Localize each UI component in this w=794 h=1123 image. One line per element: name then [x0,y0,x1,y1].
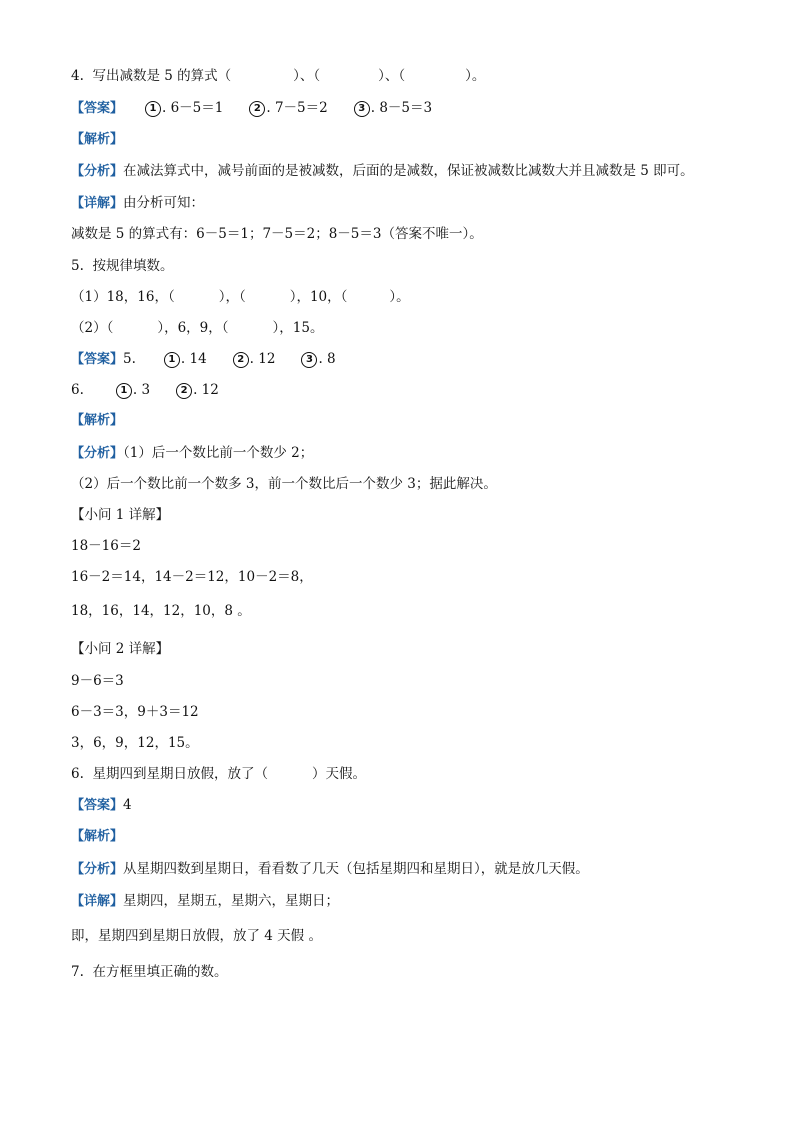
circled-number-icon: 3 [354,101,370,117]
analysis-tag: 【解析】 [71,413,124,428]
q5-sub1 [71,288,410,306]
q5-sub-part: ），10，（ [289,289,348,305]
circled-number-icon: 2 [233,352,249,368]
fenxi-tag: 【分析】 [71,446,124,461]
part2-tag: 【小问 2 详解】 [71,641,170,657]
q4-xiangjie [71,194,204,213]
q4-stem-part: ）、（ [378,68,406,84]
part2-line: 3，6，9，12，15。 [71,735,199,751]
q6-stem-part: ）天假。 [311,766,366,782]
xiangjie-tag: 【详解】 [71,894,124,909]
fenxi-text: （1）后一个数比前一个数少 2； [123,445,314,461]
q5-sub-part: ），6，9，（ [157,320,229,336]
q4-result: 减数是 5 的算式有：6－5＝1；7－5＝2；8－5＝3（答案不唯一）。 [71,226,483,242]
q5-sub2 [71,319,323,337]
circled-number-icon: 2 [249,101,265,117]
part2-line: 6－3＝3，9＋3＝12 [71,704,199,720]
q6-answer [71,796,132,815]
answer-prefix: 5. [123,351,136,367]
circled-number-icon: 2 [176,383,192,399]
q6-result: 即，星期四到星期日放假，放了 4 天假 。 [71,928,322,944]
answer-item: . 3 [132,382,151,398]
q4-fenxi [71,162,694,181]
q6-xiangjie [71,892,339,911]
answer-prefix: 6. [71,382,84,398]
answer-item: . 12 [249,351,276,367]
q7-stem: 7. 在方框里填正确的数。 [71,964,228,980]
part1-line: 16－2＝14，14－2＝12，10－2＝8， [71,569,313,585]
answer-item: . 12 [193,382,219,398]
q4-stem-part: 4. 写出减数是 5 的算式（ [71,68,232,84]
analysis-tag: 【解析】 [71,132,124,147]
answer-item: . 7－5＝2 [266,100,328,116]
part2-line: 9－6＝3 [71,673,124,689]
q4-answer [71,99,432,118]
q5-sub-part: ），15。 [272,320,324,336]
xiangjie-text: 星期四，星期五，星期六，星期日； [123,893,340,909]
answer-item: . 8 [318,351,336,367]
answer-item: . 8－5＝3 [370,100,433,116]
part1-line: 18－16＝2 [71,538,141,554]
q6-fenxi [71,860,589,879]
q5-sub-part: （2）（ [71,320,114,336]
fenxi-tag: 【分析】 [71,862,124,877]
answer-tag: 【答案】 [71,798,124,813]
q5-sub-part: （1）18，16，（ [71,289,175,305]
q5-answer [71,350,336,369]
q5-sub-part: ），（ [218,289,246,305]
circled-number-icon: 3 [301,352,317,368]
part1-line: 18，16，14，12，10，8 。 [71,603,251,619]
analysis-tag: 【解析】 [71,829,124,844]
xiangjie-text: 由分析可知： [123,195,205,211]
part1-tag: 【小问 1 详解】 [71,507,170,523]
fenxi-text: 从星期四数到星期日，看看数了几天（包括星期四和星期日），就是放几天假。 [123,861,589,877]
q6-stem-part: 6. 星期四到星期日放假，放了（ [71,766,268,782]
answer-item: . 14 [180,351,207,367]
fenxi-tag: 【分析】 [71,164,124,179]
q5-stem: 5. 按规律填数。 [71,258,174,274]
q5-answer-2 [71,381,219,399]
xiangjie-tag: 【详解】 [71,196,124,211]
q4-stem-part: ）。 [465,68,486,84]
answer-item: 4 [123,797,132,813]
circled-number-icon: 1 [116,383,132,399]
q4-stem-part: ）、（ [293,68,321,84]
answer-tag: 【答案】 [71,101,124,116]
answer-tag: 【答案】 [71,352,124,367]
q5-sub-part: ）。 [389,289,410,305]
circled-number-icon: 1 [145,101,161,117]
q4-stem [71,67,485,85]
q5-fenxi [71,444,313,463]
q6-stem [71,765,366,783]
q5-fenxi-2: （2）后一个数比前一个数多 3，前一个数比后一个数少 3；据此解决。 [71,476,497,492]
answer-item: . 6－5＝1 [162,100,224,116]
circled-number-icon: 1 [164,352,180,368]
fenxi-text: 在减法算式中，减号前面的是被减数，后面的是减数，保证被减数比减数大并且减数是 5 即可。 [123,163,694,179]
